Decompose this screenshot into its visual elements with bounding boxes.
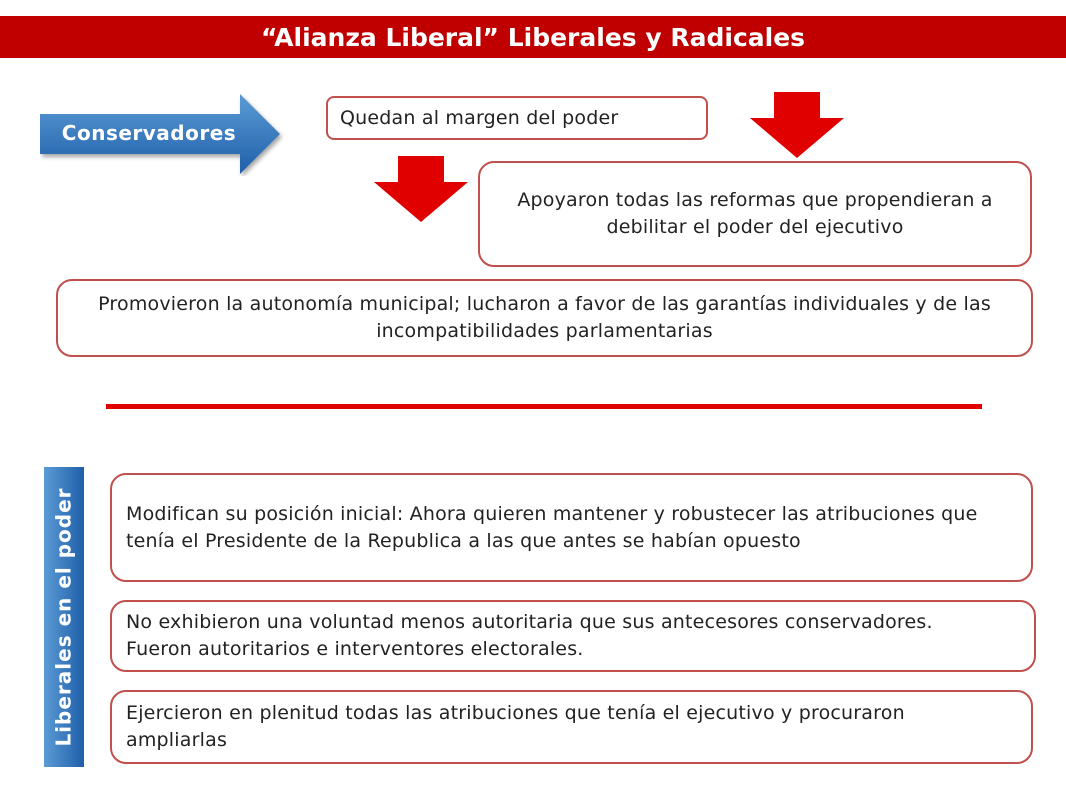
page-title: “Alianza Liberal” Liberales y Radicales [260, 22, 806, 52]
autonomia-box [56, 279, 1033, 357]
liberales-item-text: Ejercieron en plenitud todas las atribuciones que tenía el ejecutivo y procuraron ampliarlas [126, 702, 905, 751]
margin-text: Quedan al margen del poder [340, 106, 619, 129]
liberales-item-text: No exhibieron una voluntad menos autoritaria que sus antecesores conservadores. Fueron autoritarios e interventores electorales. [126, 611, 933, 660]
liberales-item-3 [110, 690, 1033, 764]
liberales-label: Liberales en el poder [52, 487, 77, 747]
margin-box [326, 96, 708, 140]
liberales-item-2 [110, 600, 1036, 672]
title-bar [0, 16, 1066, 58]
autonomia-text: Promovieron la autonomía municipal; lucharon a favor de las garantías individuales y de las incompatibilidades parlamentarias [98, 293, 991, 342]
liberales-item-1 [110, 473, 1033, 582]
reformas-box [478, 161, 1032, 267]
liberales-label-wrap [44, 467, 84, 767]
conservadores-label: Conservadores [61, 121, 237, 145]
arrow-down-icon [374, 156, 468, 222]
reformas-text: Apoyaron todas las reformas que propendieran a debilitar el poder del ejecutivo [517, 189, 993, 238]
liberales-item-text: Modifican su posición inicial: Ahora quieren mantener y robustecer las atribuciones que tenía el Presidente de la Republica a las que antes se habían opuesto [126, 502, 978, 552]
section-divider [106, 404, 982, 409]
arrow-down-icon [750, 92, 844, 158]
